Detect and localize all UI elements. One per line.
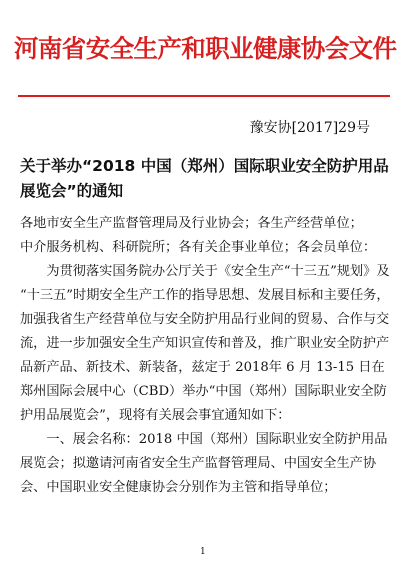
red-divider: [18, 95, 390, 97]
body-paragraph-2: 一、展会名称：2018 中国（郑州）国际职业安全防护用品展览会；拟邀请河南省安全生产监督管理局、中国安全生产协会、中国职业安全健康协会分别作为主管和指导单位；: [20, 432, 388, 495]
org-header-title: 河南省安全生产和职业健康协会文件: [14, 34, 397, 63]
notice-title-line-2: 展览会”的通知: [20, 182, 124, 200]
body-paragraph-1: 为贯彻落实国务院办公厅关于《安全生产“十三五”规划》及 “十三五”时期安全生产工作的指导思想、发展目标和主要任务，加强我省生产经营单位与安全防护用品行业间的贸易、合作与交流，进一步加强安全生产知识宣传和普及，推广职业安全防护产品新产品、新技术、新装备，兹定于 2018年 6 月 13-15 日在郑州国际会展中心（CBD）举办“中国（郑州）国际职业安全防护用品展览会”，现将有关展会事宜通知如下：: [20, 264, 390, 423]
recipients-line-1: 各地市安全生产监督管理局及行业协会；各生产经营单位；: [20, 216, 363, 231]
page-number: 1: [200, 547, 206, 557]
document-number: 豫安协[2017]29号: [249, 120, 370, 136]
recipients-line-2: 中介服务机构、科研院所；各有关企事业单位；各会员单位：: [20, 240, 377, 255]
notice-body: [20, 212, 390, 500]
notice-title: [20, 154, 390, 204]
notice-title-line-1: 关于举办“2018 中国（郑州）国际职业安全防护用品: [20, 157, 389, 175]
